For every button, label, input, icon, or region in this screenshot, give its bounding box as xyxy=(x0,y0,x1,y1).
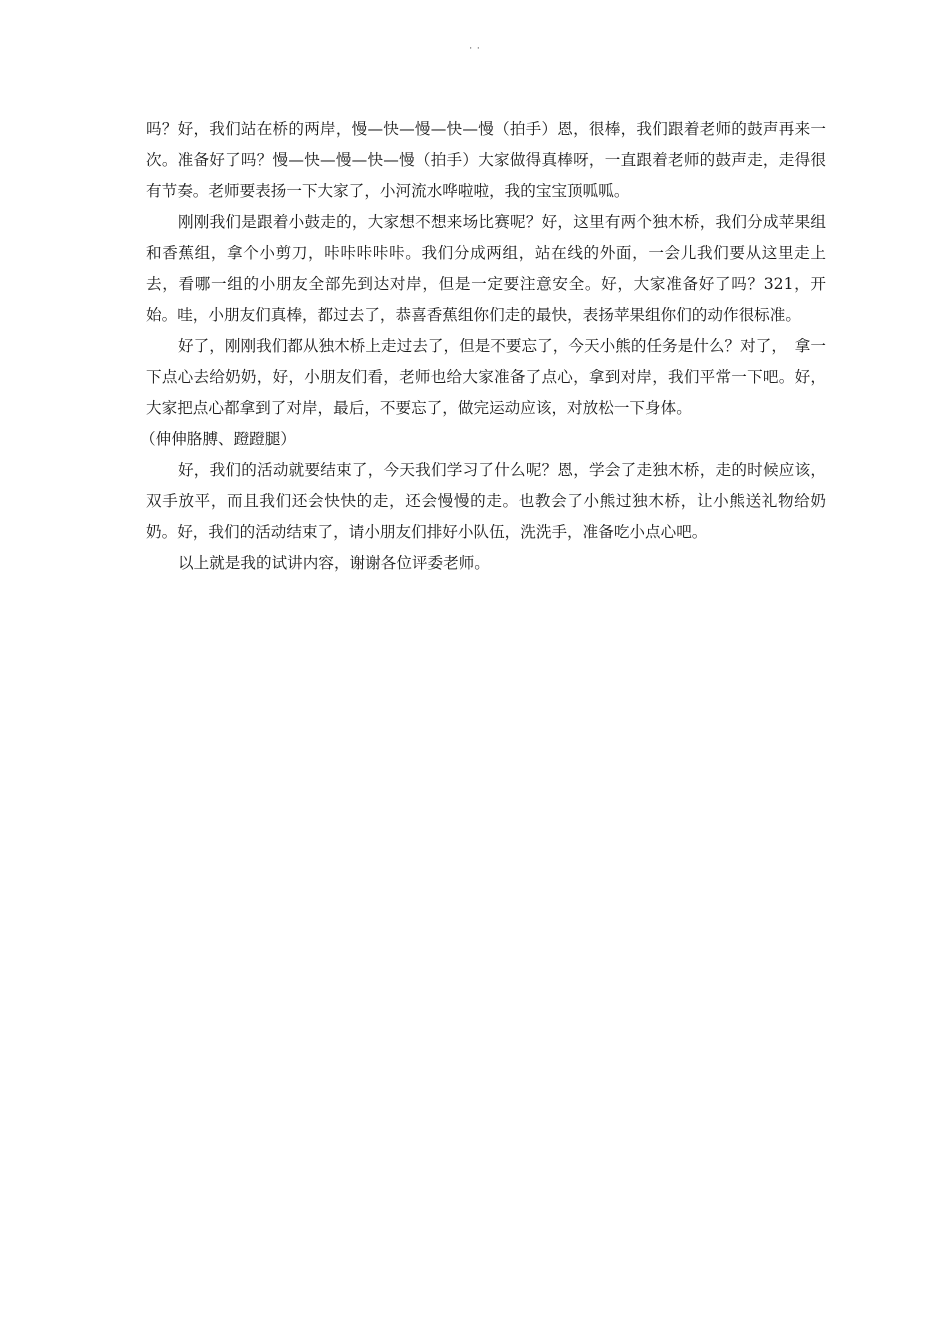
paragraph-3: 好了，刚刚我们都从独木桥上走过去了，但是不要忘了，今天小熊的任务是什么？对了， 拿一下点心去给奶奶，好，小朋友们看，老师也给大家准备了点心，拿到对岸，我们平常一下吧。好，大家把点心都拿到了对岸，最后，不要忘了，做完运动应该，对放松一下身体。 xyxy=(146,337,826,417)
paragraph-5: 好，我们的活动就要结束了，今天我们学习了什么呢？恩，学会了走独木桥，走的时候应该，双手放平，而且我们还会快快的走，还会慢慢的走。也教会了小熊过独木桥，让小熊送礼物给奶奶。好，我们的活动结束了，请小朋友们排好小队伍，洗洗手，准备吃小点心吧。 xyxy=(146,461,826,541)
paragraph-2: 刚刚我们是跟着小鼓走的，大家想不想来场比赛呢？好，这里有两个独木桥，我们分成苹果组和香蕉组，拿个小剪刀，咔咔咔咔咔。我们分成两组，站在线的外面，一会儿我们要从这里走上去，看哪一组的小朋友全部先到达对岸，但是一定要注意安全。好，大家准备好了吗？321，开始。哇，小朋友们真棒，都过去了，恭喜香蕉组你们走的最快，表扬苹果组你们的动作很标准。 xyxy=(146,213,826,324)
paragraph-6: 以上就是我的试讲内容，谢谢各位评委老师。 xyxy=(178,554,490,572)
header-mark: · · xyxy=(469,44,481,54)
paragraph-1: 吗？好，我们站在桥的两岸，慢—快—慢—快—慢（拍手）恩，很棒，我们跟着老师的鼓声再来一次。准备好了吗？慢—快—慢—快—慢（拍手）大家做得真棒呀，一直跟着老师的鼓声走，走得很有节奏。老师要表扬一下大家了，小河流水哗啦啦，我的宝宝顶呱呱。 xyxy=(146,120,826,200)
document-body xyxy=(140,114,826,579)
paragraph-4: （伸伸胳膊、蹬蹬腿） xyxy=(140,430,296,448)
